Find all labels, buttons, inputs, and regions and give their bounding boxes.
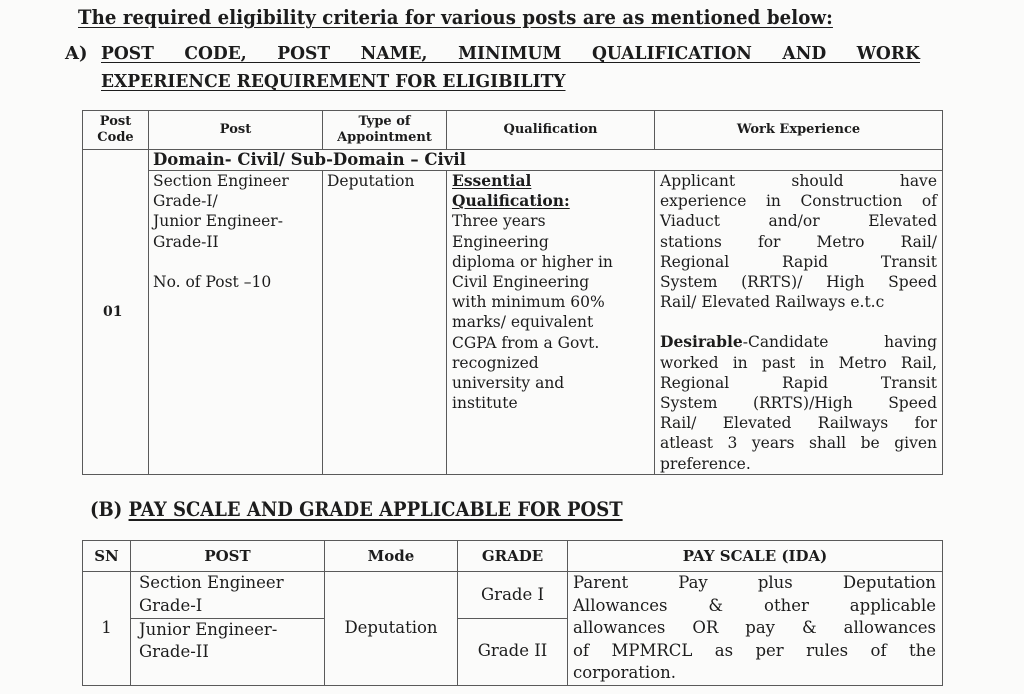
work-line: Viaduct and/or Elevated (660, 212, 937, 231)
pay-scale-line: corporation. (573, 663, 676, 682)
domain-row (83, 150, 943, 171)
section-b-title: PAY SCALE AND GRADE APPLICABLE FOR POST (128, 497, 623, 521)
section-a-title-line1: POST CODE, POST NAME, MINIMUM QUALIFICATION AND WORK (101, 43, 920, 64)
section-b-heading (90, 497, 623, 521)
post-name-line: Junior Engineer- (153, 212, 283, 231)
work-line: Regional Rapid Transit (660, 252, 937, 271)
table-row (83, 572, 943, 619)
header-type-of-appointment: Type of Appointment (323, 111, 447, 150)
desirable-line: Desirable-Candidate having (660, 332, 937, 352)
post-name-line: Grade-I/ (153, 192, 218, 211)
pay-scale-line: Allowances & other applicable (573, 595, 936, 615)
desirable-line: Regional Rapid Transit (660, 373, 937, 392)
sn-cell: 1 (83, 572, 131, 686)
eligibility-table-header (83, 111, 943, 150)
qualification-line: Three years (452, 212, 546, 231)
desirable-line: System (RRTS)/High Speed (660, 394, 937, 413)
work-line: experience in Construction of (660, 192, 937, 211)
desirable-line: preference. (660, 454, 751, 473)
post-name-line: Section Engineer (153, 172, 289, 190)
qualification-cell (447, 171, 655, 475)
work-line: Rail/ Elevated Railways e.t.c (660, 293, 885, 312)
qualification-line: Engineering (452, 232, 549, 251)
header-qualification: Qualification (447, 111, 655, 150)
qualification-line: recognized (452, 353, 539, 372)
work-line: System (RRTS)/ High Speed (660, 273, 937, 292)
header-post-code: Post Code (83, 111, 149, 150)
qualification-label: Qualification: (452, 191, 570, 211)
desirable-line: worked in past in Metro Rail, (660, 353, 937, 372)
header-grade: GRADE (458, 541, 568, 572)
desirable-line: Rail/ Elevated Railways for (660, 414, 937, 433)
pay-scale-line: of MPMRCL as per rules of the (573, 640, 936, 660)
qualification-line: marks/ equivalent (452, 313, 594, 332)
grade-cell: Grade I (458, 572, 568, 619)
pay-scale-cell (568, 572, 943, 686)
essential-label: Essential (452, 171, 532, 190)
qualification-line: diploma or higher in (452, 252, 613, 271)
pay-scale-table (82, 540, 943, 686)
post-cell: Junior Engineer- Grade-II (131, 618, 325, 685)
desirable-line: atleast 3 years shall be given (660, 434, 937, 453)
domain-label: Domain- Civil/ Sub-Domain – Civil (149, 150, 943, 171)
pay-scale-table-header (83, 541, 943, 572)
header-work-experience: Work Experience (655, 111, 943, 150)
desirable-label: Desirable (660, 332, 743, 352)
work-line: stations for Metro Rail/ (660, 232, 937, 251)
section-b-label: (B) (90, 497, 123, 521)
section-a-title-line2: EXPERIENCE REQUIREMENT FOR ELIGIBILITY (101, 71, 566, 92)
grade-cell: Grade II (458, 618, 568, 685)
qualification-line: university and (452, 374, 565, 393)
qualification-line: with minimum 60% (452, 293, 605, 312)
pay-scale-line: Parent Pay plus Deputation (573, 573, 936, 592)
work-line: Applicant should have (660, 172, 937, 190)
post-cell: Section Engineer Grade-I (131, 572, 325, 619)
main-heading: The required eligibility criteria for various posts are as mentioned below: (78, 6, 833, 29)
post-name-cell (149, 171, 323, 475)
type-of-appointment-cell: Deputation (323, 171, 447, 475)
header-sn: SN (83, 541, 131, 572)
header-pay-scale: PAY SCALE (IDA) (568, 541, 943, 572)
qualification-line: CGPA from a Govt. (452, 333, 600, 352)
qualification-line: Civil Engineering (452, 273, 590, 292)
header-post: Post (149, 111, 323, 150)
pay-scale-line: allowances OR pay & allowances (573, 618, 936, 637)
post-code-cell: 01 (83, 150, 149, 475)
header-post: POST (131, 541, 325, 572)
mode-cell: Deputation (325, 572, 458, 686)
work-experience-cell (655, 171, 943, 475)
eligibility-table (82, 110, 943, 475)
table-row (83, 171, 943, 475)
qualification-line: institute (452, 394, 518, 413)
section-a-label: A) (65, 43, 88, 64)
post-name-line: Grade-II (153, 232, 219, 251)
header-mode: Mode (325, 541, 458, 572)
no-of-post: No. of Post –10 (153, 272, 272, 291)
